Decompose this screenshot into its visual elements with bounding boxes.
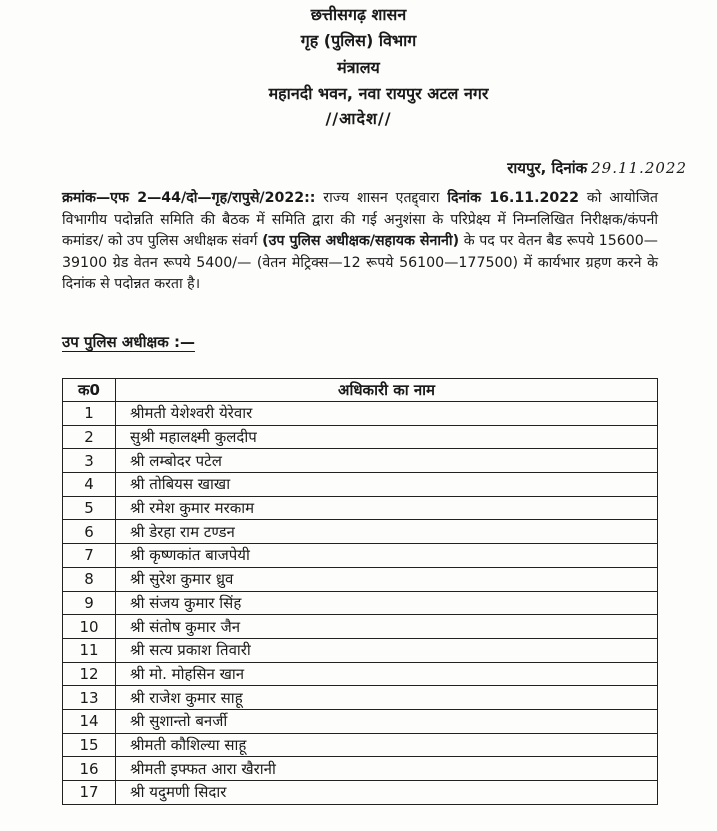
dateline-date: 29.11.2022: [591, 159, 687, 177]
row-serial-number: 4: [63, 473, 116, 497]
row-serial-number: 8: [63, 567, 116, 591]
row-serial-number: 6: [63, 520, 116, 544]
table-row: [63, 567, 658, 591]
dateline-prefix: रायपुर, दिनांक: [507, 159, 588, 177]
header-ministry: मंत्रालय: [337, 58, 380, 77]
row-serial-number: 5: [63, 496, 116, 520]
row-officer-name: श्री डेरहा राम टण्डन: [116, 520, 658, 544]
table-row: [63, 496, 658, 520]
row-officer-name: श्री कृष्णकांत बाजपेयी: [116, 544, 658, 568]
table-header-row: [63, 379, 658, 402]
row-serial-number: 1: [63, 402, 116, 426]
table-row: [63, 757, 658, 781]
order-text-2: को आयोजित विभागीय पदोन्नति समिति की बैठक में समिति द्वारा की गई अनुशंसा के परिप्रेक्ष्य में निम्नलिखित निरीक्षक/कंपनी कमांडर/ को उप पुलिस अधीक्षक संवर्ग: [62, 190, 658, 249]
row-officer-name: श्रीमती येशेश्वरी येरेवार: [116, 402, 658, 426]
row-officer-name: श्री संतोष कुमार जैन: [116, 615, 658, 639]
table-row: [63, 733, 658, 757]
row-serial-number: 10: [63, 615, 116, 639]
row-serial-number: 16: [63, 757, 116, 781]
table-row: [63, 591, 658, 615]
header-department: गृह (पुलिस) विभाग: [300, 31, 417, 50]
header-government: छत्तीसगढ़ शासन: [310, 5, 407, 24]
row-serial-number: 11: [63, 638, 116, 662]
header-officer-name: अधिकारी का नाम: [116, 379, 658, 402]
order-meeting-date: दिनांक 16.11.2022: [447, 190, 580, 206]
row-officer-name: श्री लम्बोदर पटेल: [116, 449, 658, 473]
order-reference: क्रमांक—एफ 2—44/दो—गृह/रापुसे/2022::: [62, 190, 316, 206]
row-serial-number: 12: [63, 662, 116, 686]
row-officer-name: सुश्री महालक्ष्मी कुलदीप: [116, 425, 658, 449]
row-serial-number: 17: [63, 781, 116, 805]
row-serial-number: 2: [63, 425, 116, 449]
header-address: महानदी भवन, नवा रायपुर अटल नगर: [268, 84, 489, 103]
row-officer-name: श्री सत्य प्रकाश तिवारी: [116, 638, 658, 662]
row-officer-name: श्री तोबियस खाखा: [116, 473, 658, 497]
table-row: [63, 686, 658, 710]
row-serial-number: 13: [63, 686, 116, 710]
row-officer-name: श्री राजेश कुमार साहू: [116, 686, 658, 710]
row-officer-name: श्री रमेश कुमार मरकाम: [116, 496, 658, 520]
order-text-1: राज्य शासन एतद्द्वारा: [323, 190, 440, 206]
table-row: [63, 615, 658, 639]
row-officer-name: श्रीमती इफ्फत आरा खैरानी: [116, 757, 658, 781]
row-serial-number: 3: [63, 449, 116, 473]
row-officer-name: श्री यदुमणी सिदार: [116, 781, 658, 805]
table-row: [63, 544, 658, 568]
row-serial-number: 15: [63, 733, 116, 757]
row-officer-name: श्री संजय कुमार सिंह: [116, 591, 658, 615]
table-row: [63, 449, 658, 473]
row-officer-name: श्री सुरेश कुमार ध्रुव: [116, 567, 658, 591]
order-paragraph: [62, 188, 658, 296]
row-officer-name: श्रीमती कौशिल्या साहू: [116, 733, 658, 757]
row-serial-number: 14: [63, 709, 116, 733]
order-cadre: (उप पुलिस अधीक्षक/सहायक सेनानी): [262, 233, 460, 249]
row-serial-number: 7: [63, 544, 116, 568]
table-row: [63, 520, 658, 544]
officers-table-body: [63, 402, 658, 805]
table-row: [63, 709, 658, 733]
table-row: [63, 781, 658, 805]
header-order-title: //आदेश//: [325, 109, 392, 128]
header-serial: क0: [63, 379, 116, 402]
row-officer-name: श्री सुशान्तो बनर्जी: [116, 709, 658, 733]
table-row: [63, 473, 658, 497]
officers-table: [62, 378, 658, 805]
row-officer-name: श्री मो. मोहसिन खान: [116, 662, 658, 686]
table-row: [63, 425, 658, 449]
section-title: उप पुलिस अधीक्षक :—: [62, 333, 195, 351]
dateline: [507, 158, 687, 178]
row-serial-number: 9: [63, 591, 116, 615]
table-row: [63, 638, 658, 662]
order-text-3: के पद पर वेतन बैड रूपये 15600—39100 ग्रेड वेतन रूपये 5400/— (वेतन मेट्रिक्स—12 रूपये 56100—177500) में कार्यभार ग्रहण करने के दिनांक से पदोन्नत करता है।: [62, 233, 658, 292]
table-row: [63, 402, 658, 426]
table-row: [63, 662, 658, 686]
